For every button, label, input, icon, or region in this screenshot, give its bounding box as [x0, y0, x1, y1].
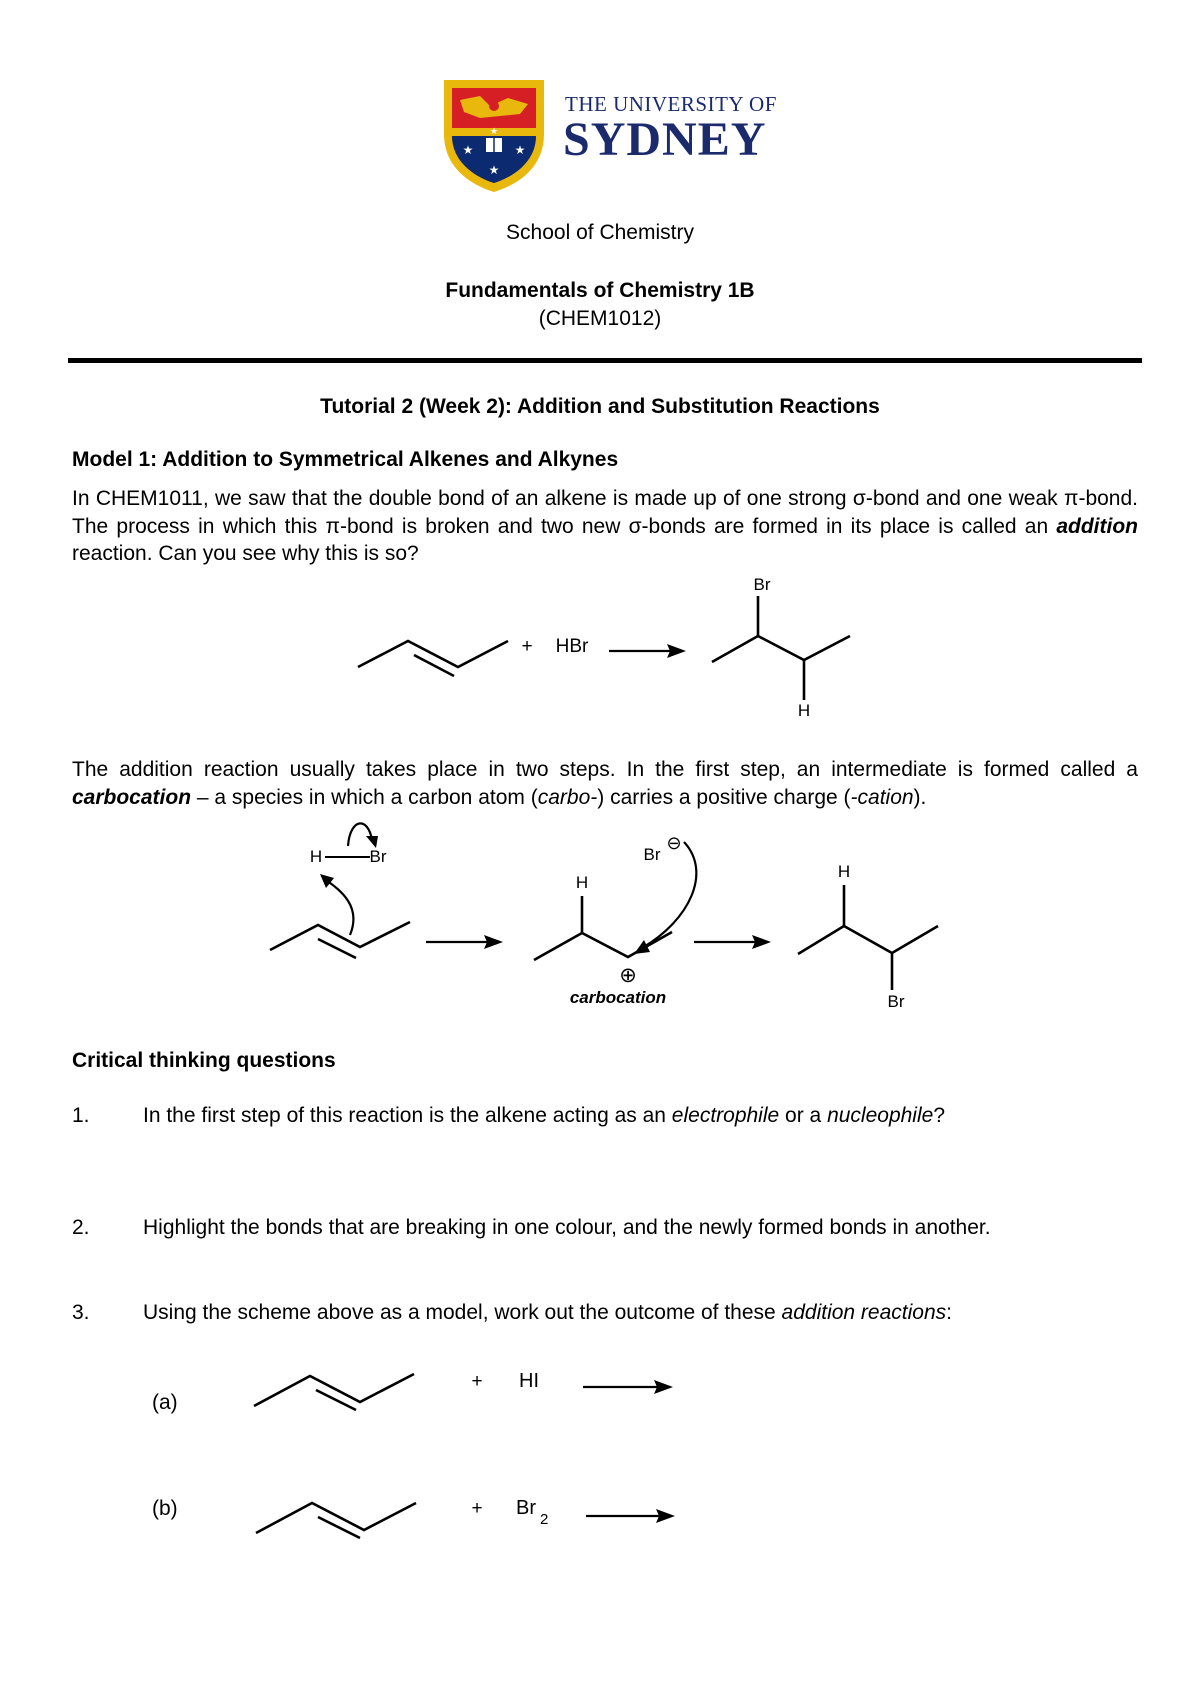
course-title: Fundamentals of Chemistry 1B: [445, 279, 755, 302]
part-b-reagent: Br: [516, 1497, 536, 1519]
part-b-plus: +: [471, 1498, 483, 1519]
curly-arrow-bond-to-br: [348, 823, 372, 846]
model1-paragraph-1: In CHEM1011, we saw that the double bond of an alkene is made up of one strong σ-bond and one weak π-bond. The process in which this π-bond is broken and two new σ-bonds are formed in its place is called an addition reaction. Can you see why this is so?: [72, 487, 1138, 565]
part-a-scheme: [240, 1360, 680, 1440]
curly-arrow-pi-to-h: [326, 880, 353, 935]
question-1-number: 1.: [72, 1104, 90, 1127]
question-3-text: Using the scheme above as a model, work out the outcome of these addition reactions:: [143, 1301, 952, 1324]
term-addition: addition: [1056, 514, 1138, 538]
questions-heading: Critical thinking questions: [72, 1049, 336, 1072]
product-structure: [712, 596, 850, 700]
header-divider: [68, 358, 1142, 363]
mechanism-product: [798, 885, 938, 990]
tutorial-title: Tutorial 2 (Week 2): Addition and Substitution Reactions: [320, 395, 880, 418]
model1-paragraph-2: The addition reaction usually takes place in two steps. In the first step, an intermediate is formed called a carbocation – a species in which a carbon atom (carbo-) carries a positive charge (-cation).: [72, 758, 1138, 809]
part-b-scheme: [240, 1480, 680, 1560]
question-3-number: 3.: [72, 1301, 90, 1324]
part-a-reagent: HI: [519, 1370, 539, 1392]
part-b-alkene: [256, 1503, 416, 1538]
course-code: (CHEM1012): [538, 307, 662, 330]
part-a-alkene: [254, 1374, 414, 1410]
carbocation-h-label: H: [575, 873, 589, 892]
question-1-text: In the first step of this reaction is the alkene acting as an electrophile or a nucleophile?: [143, 1104, 946, 1127]
university-name-line1: THE UNIVERSITY OF: [565, 92, 777, 116]
university-crest: [440, 76, 548, 194]
carbocation-label: carbocation: [569, 988, 667, 1007]
product-h-label: H: [837, 862, 851, 881]
negative-charge: ⊖: [666, 833, 682, 853]
positive-charge: ⊕: [619, 964, 637, 987]
bromide-br-label: Br: [643, 845, 661, 864]
scheme-addition-hbr: [340, 566, 860, 726]
mechanism-alkene: [270, 922, 410, 958]
carbocation-structure: [534, 896, 672, 960]
model1-heading: Model 1: Addition to Symmetrical Alkenes and Alkynes: [72, 448, 619, 471]
scheme-mechanism: [260, 810, 960, 1010]
part-b-label: (b): [152, 1497, 178, 1520]
plus-sign: +: [521, 636, 533, 657]
part-b-reagent-subscript: 2: [540, 1511, 549, 1528]
alkene-structure: [358, 641, 508, 676]
question-2-text: Highlight the bonds that are breaking in one colour, and the newly formed bonds in another.: [143, 1216, 991, 1239]
reagent-hbr: HBr: [555, 636, 589, 657]
product-br-label: Br: [887, 992, 905, 1010]
hbr-h-label: H: [309, 847, 323, 866]
svg-text:★: ★: [462, 143, 474, 157]
product-br-label: Br: [753, 575, 771, 594]
university-name-line2: SYDNEY: [563, 113, 767, 166]
product-h-label: H: [797, 701, 811, 720]
part-a-label: (a): [152, 1391, 178, 1414]
term-carbocation: carbocation: [72, 785, 192, 809]
svg-text:★: ★: [489, 126, 499, 136]
school-name: School of Chemistry: [506, 221, 694, 244]
part-a-plus: +: [471, 1371, 483, 1392]
svg-text:★: ★: [514, 143, 526, 157]
svg-text:★: ★: [488, 163, 500, 177]
hbr-br-label: Br: [369, 847, 387, 866]
question-2-number: 2.: [72, 1216, 90, 1239]
